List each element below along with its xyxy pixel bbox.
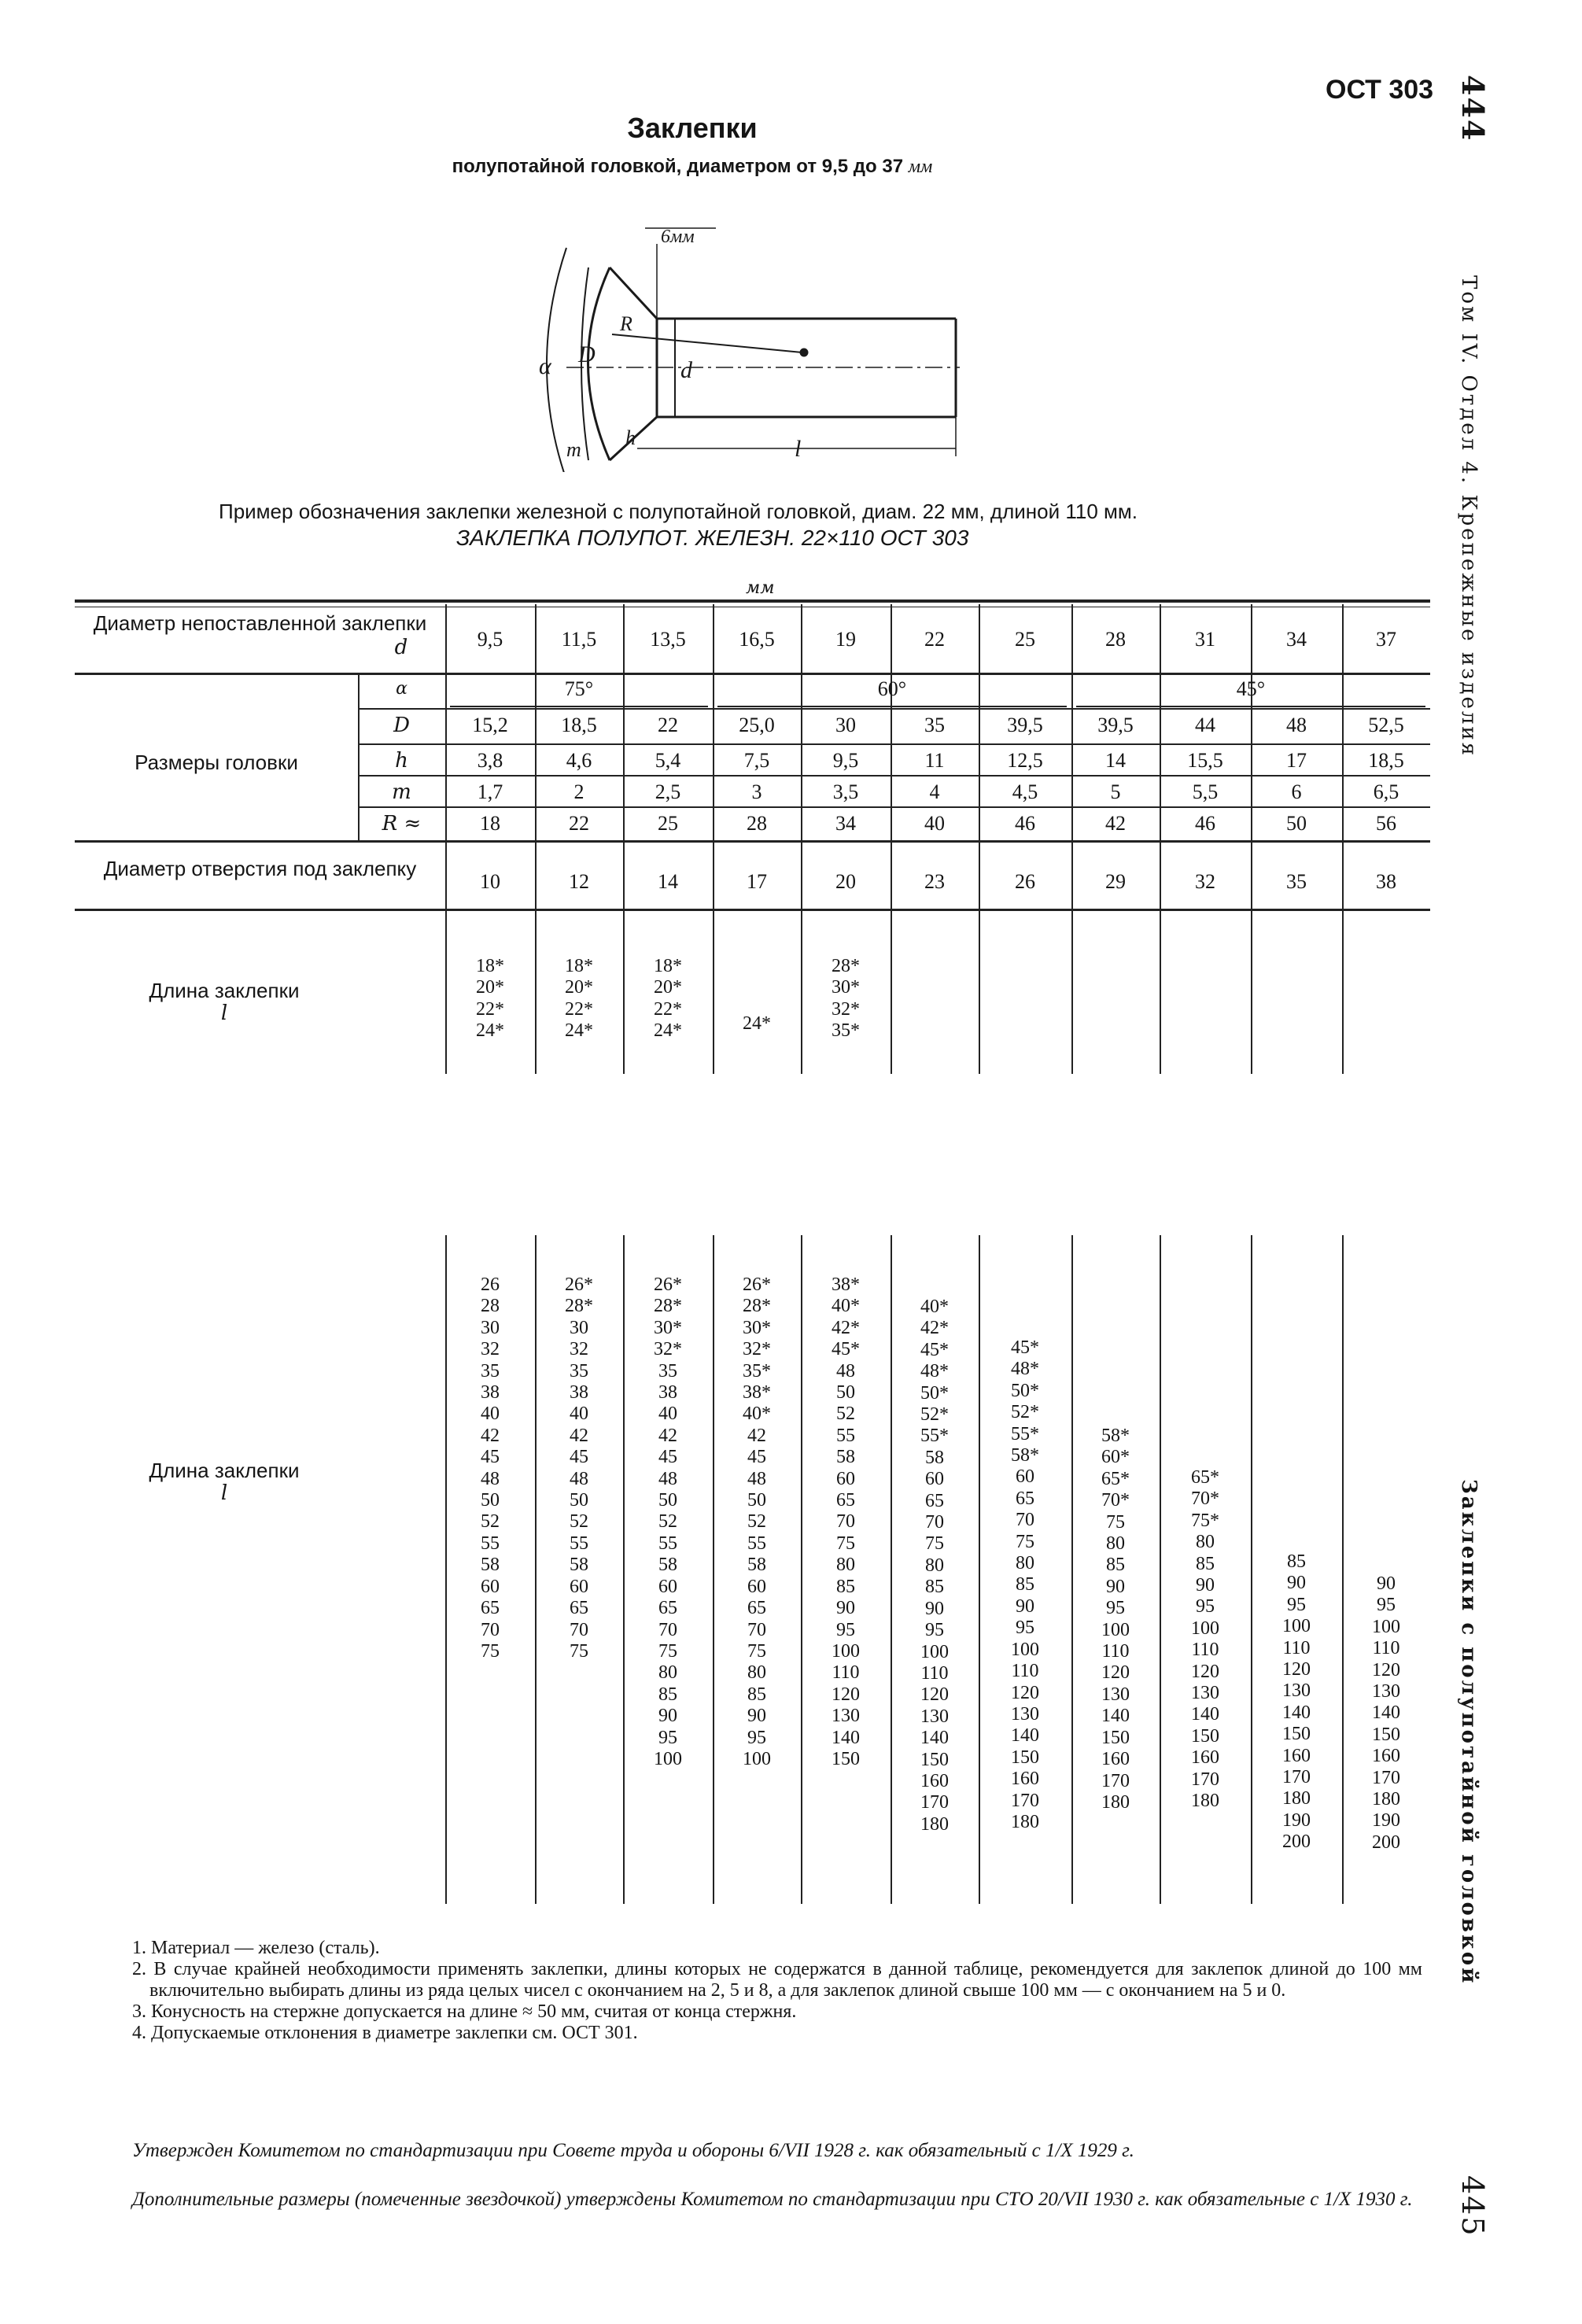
note-1: 1. Материал — железо (сталь). [132, 1938, 380, 1958]
hole-value: 26 [1015, 870, 1035, 893]
head-row-value: 34 [835, 812, 856, 835]
head-row-symbol: m [392, 780, 411, 804]
head-row-value: 30 [835, 714, 856, 736]
head-row-value: 4,5 [1012, 780, 1038, 803]
head-row-value: 2,5 [655, 780, 681, 803]
head-row-value: 39,5 [1007, 714, 1043, 736]
length-column: 26* 28* 30 32 35 38 40 42 45 48 50 52 55 58 60 65 70 75 [565, 1275, 593, 1662]
length-column: 65* 70* 75* 80 85 90 95 100 110 120 130 140 150 160 170 180 [1191, 1467, 1219, 1812]
hole-value: 10 [480, 870, 500, 893]
diameter-value: 28 [1105, 628, 1126, 651]
head-row-value: 18 [480, 812, 500, 835]
head-row-value: 39,5 [1097, 714, 1134, 736]
hole-value: 14 [658, 870, 678, 893]
length-column: 85 90 95 100 110 120 130 140 150 160 170 180 190 200 [1282, 1551, 1311, 1853]
length-label-1-symbol: l [220, 1002, 228, 1025]
alpha-group: 45° [1236, 677, 1266, 700]
head-row-symbol: R ≈ [382, 812, 422, 836]
rule-head-row [358, 775, 1430, 777]
length-column-rule [1071, 909, 1073, 1074]
length-column-rule [1160, 909, 1161, 1074]
head-row-value: 7,5 [743, 749, 770, 772]
length-column-short: 18* 20* 22* 24* [476, 956, 504, 1042]
head-row-value: 25 [658, 812, 678, 835]
head-row-value: 3,5 [832, 780, 859, 803]
head-row-value: 46 [1195, 812, 1215, 835]
alpha-group-rule [1076, 706, 1425, 707]
head-row-value: 22 [569, 812, 589, 835]
example-designation: ЗАКЛЕПКА ПОЛУПОТ. ЖЕЛЕЗН. 22×110 ОСТ 303 [456, 526, 969, 550]
table-unit: мм [746, 578, 775, 598]
diameter-symbol: d [394, 636, 408, 659]
alpha-group: 75° [564, 677, 594, 700]
rule-after-diameter [75, 673, 1430, 675]
head-row-value: 40 [924, 812, 945, 835]
label-m: m [566, 438, 581, 461]
head-row-value: 3 [751, 780, 762, 803]
length-column: 40* 42* 45* 48* 50* 52* 55* 58 60 65 70 75 80 85 90 95 100 110 120 130 140 150 160 170 180 [920, 1297, 949, 1835]
page-number-bottom: 445 [1455, 2175, 1490, 2237]
hole-value: 20 [835, 870, 856, 893]
length-label-2: Длина заклепки [149, 1459, 300, 1482]
length-column: 26 28 30 32 35 38 40 42 45 48 50 52 55 58 60 65 70 75 [481, 1275, 500, 1662]
head-row-symbol: h [395, 749, 408, 773]
head-row-value: 48 [1286, 714, 1307, 736]
rule-after-alpha [358, 708, 1430, 710]
length-column: 58* 60* 65* 70* 75 80 85 90 95 100 110 120 130 140 150 160 170 180 [1101, 1426, 1130, 1813]
head-row-symbol: D [393, 714, 410, 737]
head-row-value: 6,5 [1373, 780, 1399, 803]
length-column: 26* 28* 30* 32* 35* 38* 40* 42 45 48 50 52 55 58 60 65 70 75 80 85 90 95 100 [743, 1275, 771, 1769]
head-row-value: 3,8 [477, 749, 503, 772]
side-header-section: Заклепки с полупотайной головкой [1457, 1479, 1481, 1986]
hole-value: 38 [1376, 870, 1396, 893]
head-row-value: 28 [747, 812, 767, 835]
head-row-value: 17 [1286, 749, 1307, 772]
hole-value: 32 [1195, 870, 1215, 893]
head-row-value: 4 [929, 780, 940, 803]
diameter-value: 34 [1286, 628, 1307, 651]
head-row-value: 6 [1291, 780, 1302, 803]
alpha-group: 60° [877, 677, 907, 700]
side-header-volume: Том IV. Отдел 4. Крепежные изделия [1457, 275, 1481, 758]
length-column-rule [1342, 909, 1344, 1074]
rivet-drawing [519, 220, 960, 472]
length-column-rule [713, 909, 714, 1074]
rule-after-head [75, 840, 1430, 843]
diameter-label: Диаметр непоставленной заклепки [93, 611, 427, 635]
head-row-value: 18,5 [1368, 749, 1404, 772]
label-l: l [795, 436, 802, 462]
label-d: d [680, 357, 692, 383]
length-column-rule [979, 909, 980, 1074]
hole-value: 35 [1286, 870, 1307, 893]
length-column-short: 28* 30* 32* 35* [832, 956, 860, 1042]
head-row-value: 50 [1286, 812, 1307, 835]
label-D: D [578, 341, 596, 367]
head-row-value: 2 [573, 780, 584, 803]
table-top-rule [75, 599, 1430, 603]
length-column-rule [1251, 909, 1252, 1074]
hole-label: Диаметр отверстия под заклепку [103, 857, 417, 880]
head-row-value: 5 [1110, 780, 1121, 803]
head-row-value: 5,4 [655, 749, 681, 772]
approval-note: Утвержден Комитетом по стандартизации при Совете труда и обороны 6/VII 1928 г. как обязательный с 1/X 1929 г. [132, 2140, 1134, 2161]
length-column: 90 95 100 110 120 130 140 150 160 170 180 190 200 [1372, 1573, 1400, 1853]
head-row-value: 52,5 [1368, 714, 1404, 736]
alpha-group-rule [450, 706, 708, 707]
head-row-value: 44 [1195, 714, 1215, 736]
head-row-value: 15,5 [1187, 749, 1223, 772]
head-row-value: 22 [658, 714, 678, 736]
diameter-value: 19 [835, 628, 856, 651]
head-row-value: 4,6 [566, 749, 592, 772]
length-column: 38* 40* 42* 45* 48 50 52 55 58 60 65 70 75 80 85 90 95 100 110 120 130 140 150 [832, 1275, 860, 1769]
label-R: R [620, 312, 632, 335]
head-sizes-label: Размеры головки [135, 751, 298, 774]
diameter-value: 16,5 [739, 628, 775, 651]
head-row-value: 56 [1376, 812, 1396, 835]
subtitle-text: полупотайной головкой, диаметром от 9,5 до 37 [452, 156, 904, 177]
subtitle-unit: мм [908, 157, 933, 177]
diameter-value: 13,5 [650, 628, 686, 651]
page-number-top: 444 [1455, 75, 1491, 142]
head-row-value: 11 [924, 749, 945, 772]
label-6mm: 6мм [661, 227, 695, 247]
length-column-short: 18* 20* 22* 24* [654, 956, 682, 1042]
head-row-value: 5,5 [1192, 780, 1219, 803]
hole-value: 23 [924, 870, 945, 893]
head-row-value: 42 [1105, 812, 1126, 835]
additional-sizes-note: Дополнительные размеры (помеченные звездочкой) утверждены Комитетом по стандартизации при СТО 20/VII 1930 г. как обязательные с 1/X 1930 г. [132, 2189, 1413, 2210]
diameter-value: 37 [1376, 628, 1396, 651]
label-h: h [625, 426, 636, 449]
head-row-value: 1,7 [477, 780, 503, 803]
head-row-value: 14 [1105, 749, 1126, 772]
rule-after-holes [75, 909, 1430, 911]
note-3: 3. Конусность на стержне допускается на длине ≈ 50 мм, считая от конца стержня. [132, 2001, 797, 2022]
diameter-value: 31 [1195, 628, 1215, 651]
length-column-short: 18* 20* 22* 24* [565, 956, 593, 1042]
head-row-value: 12,5 [1007, 749, 1043, 772]
note-4: 4. Допускаемые отклонения в диаметре заклепки см. ОСТ 301. [132, 2023, 638, 2043]
note-2: 2. В случае крайней необходимости применять заклепки, длины которых не содержатся в данной таблице, рекомендуется для заклепок длиной до 100 мм включительно выбирать длины из ряда целых чисел с окончанием на 2, 5 и 8, а для заклепок длиной свыше 100 мм — с окончанием на 5 и 0. [132, 1959, 1422, 2001]
length-column-rule [891, 909, 892, 1074]
hole-value: 29 [1105, 870, 1126, 893]
hole-value: 12 [569, 870, 589, 893]
alpha-symbol: α [396, 679, 407, 699]
standard-number: ОСТ 303 [1326, 75, 1434, 105]
alpha-group-rule [717, 706, 1067, 707]
length-label-2-symbol: l [220, 1481, 228, 1505]
diameter-value: 9,5 [477, 628, 503, 651]
diameter-value: 25 [1015, 628, 1035, 651]
head-row-value: 18,5 [561, 714, 597, 736]
rule-head-row [358, 743, 1430, 745]
length-label-1: Длина заклепки [149, 979, 300, 1002]
length-column: 26* 28* 30* 32* 35 38 40 42 45 48 50 52 55 58 60 65 70 75 80 85 90 95 100 [654, 1275, 682, 1769]
head-row-value: 35 [924, 714, 945, 736]
page-subtitle [0, 156, 1385, 178]
hole-value: 17 [747, 870, 767, 893]
head-row-value: 25,0 [739, 714, 775, 736]
rule-head-row [358, 806, 1430, 808]
example-caption: Пример обозначения заклепки железной с полупотайной головкой, диам. 22 мм, длиной 110 мм. [219, 500, 1138, 523]
head-row-value: 46 [1015, 812, 1035, 835]
length-column: 45* 48* 50* 52* 55* 58* 60 65 70 75 80 85 90 95 100 110 120 130 140 150 160 170 180 [1011, 1337, 1039, 1832]
diameter-value: 11,5 [561, 628, 597, 651]
head-row-value: 15,2 [472, 714, 508, 736]
page-title: Заклепки [627, 112, 758, 144]
head-row-value: 9,5 [832, 749, 859, 772]
length-column-short: 24* [743, 1013, 771, 1034]
label-alpha: α [539, 353, 551, 379]
notes [132, 1938, 1422, 2044]
diameter-value: 22 [924, 628, 945, 651]
